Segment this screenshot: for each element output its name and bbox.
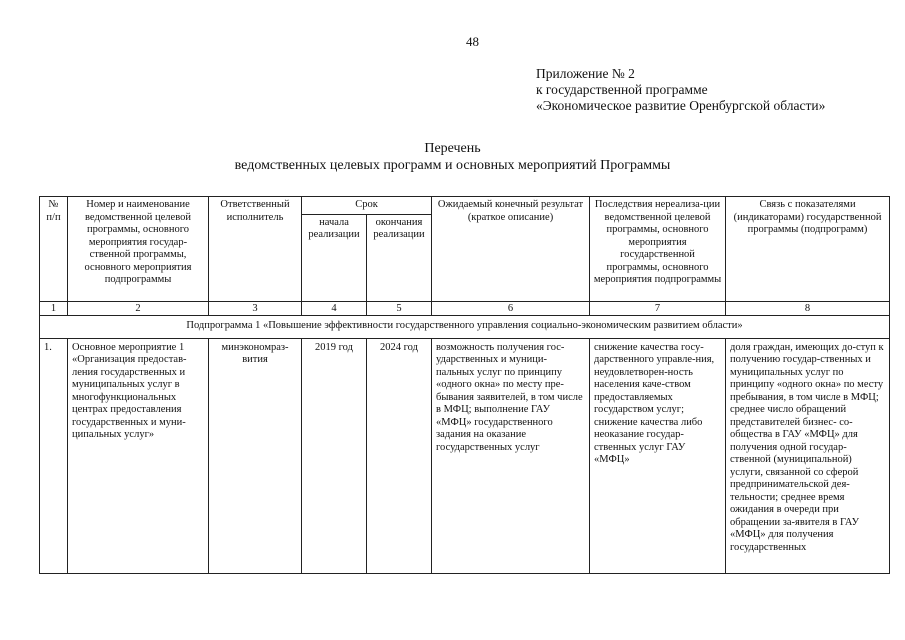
header-consequences: Последствия нереализа-ции ведомственной целевой программы, основного мероприятия государственной программы, основного мероприятия подпрограммы [590, 197, 726, 302]
column-number: 4 [302, 301, 367, 315]
column-number: 8 [726, 301, 890, 315]
row-start: 2019 год [302, 338, 367, 573]
appendix-line-2: к государственной программе [536, 82, 708, 97]
header-name: Номер и наименование ведомственной целевой программы, основного мероприятия государ-ственной программы, основного мероприятия подпрограммы [68, 197, 209, 302]
header-num: № п/п [40, 197, 68, 302]
header-row [40, 197, 890, 215]
header-link: Связь с показателями (индикаторами) государственной программы (подпрограмм) [726, 197, 890, 302]
column-number: 7 [590, 301, 726, 315]
heading-subtitle: ведомственных целевых программ и основных мероприятий Программы [234, 158, 671, 173]
header-end: окончания реализации [367, 214, 432, 301]
column-number: 3 [209, 301, 302, 315]
column-number: 5 [367, 301, 432, 315]
header-executor: Ответственный исполнитель [209, 197, 302, 302]
row-result: возможность получения гос-ударственных и муници-пальных услуг по принципу «одного окна» по месту пре-бывания заявителей, в том числе в МФЦ; выполнение ГАУ «МФЦ» государственного задания на оказание государственных услуг [432, 338, 590, 573]
row-name: Основное мероприятие 1 «Организация предостав-ления государственных и муниципальных услуг в многофункциональных центрах предоставления государственных и муни-ципальных услуг» [68, 338, 209, 573]
row-num: 1. [40, 338, 68, 573]
programs-table [39, 196, 890, 574]
column-number: 2 [68, 301, 209, 315]
subprogram-row [40, 315, 890, 338]
column-number: 1 [40, 301, 68, 315]
appendix-line-1: Приложение № 2 [536, 66, 635, 81]
header-term: Срок [302, 197, 432, 215]
row-link: доля граждан, имеющих до-ступ к получению государ-ственных и муниципальных услуг по принципу «одного окна» по месту пребывания, в том числе в МФЦ; среднее число обращений представителей бизнес- со-общества в ГАУ «МФЦ» для получения одной государ-ственной (муниципальной) услуги, связанной со сферой предпринимательской дея-тельности; среднее время ожидания в очереди при обращении за-явителя в ГАУ «МФЦ» для получения государственных [726, 338, 890, 573]
page-number: 48 [466, 34, 479, 49]
row-end: 2024 год [367, 338, 432, 573]
header-result: Ожидаемый конечный результат (краткое описание) [432, 197, 590, 302]
column-number-row [40, 301, 890, 315]
document-heading [0, 140, 905, 174]
header-start: начала реализации [302, 214, 367, 301]
row-consequences: снижение качества госу-дарственного управле-ния, неудовлетворен-ность населения каче-ством предоставляемых государством услуг; снижение качества либо неоказание государ-ственных услуг ГАУ «МФЦ» [590, 338, 726, 573]
column-number: 6 [432, 301, 590, 315]
appendix-line-3: «Экономическое развитие Оренбургской области» [536, 98, 826, 113]
row-executor: минэкономраз-вития [209, 338, 302, 573]
heading-title: Перечень [424, 141, 481, 156]
table-row [40, 338, 890, 573]
appendix-block [536, 66, 825, 114]
subprogram-title: Подпрограмма 1 «Повышение эффективности государственного управления социально-экономическим развитием области» [40, 315, 890, 338]
